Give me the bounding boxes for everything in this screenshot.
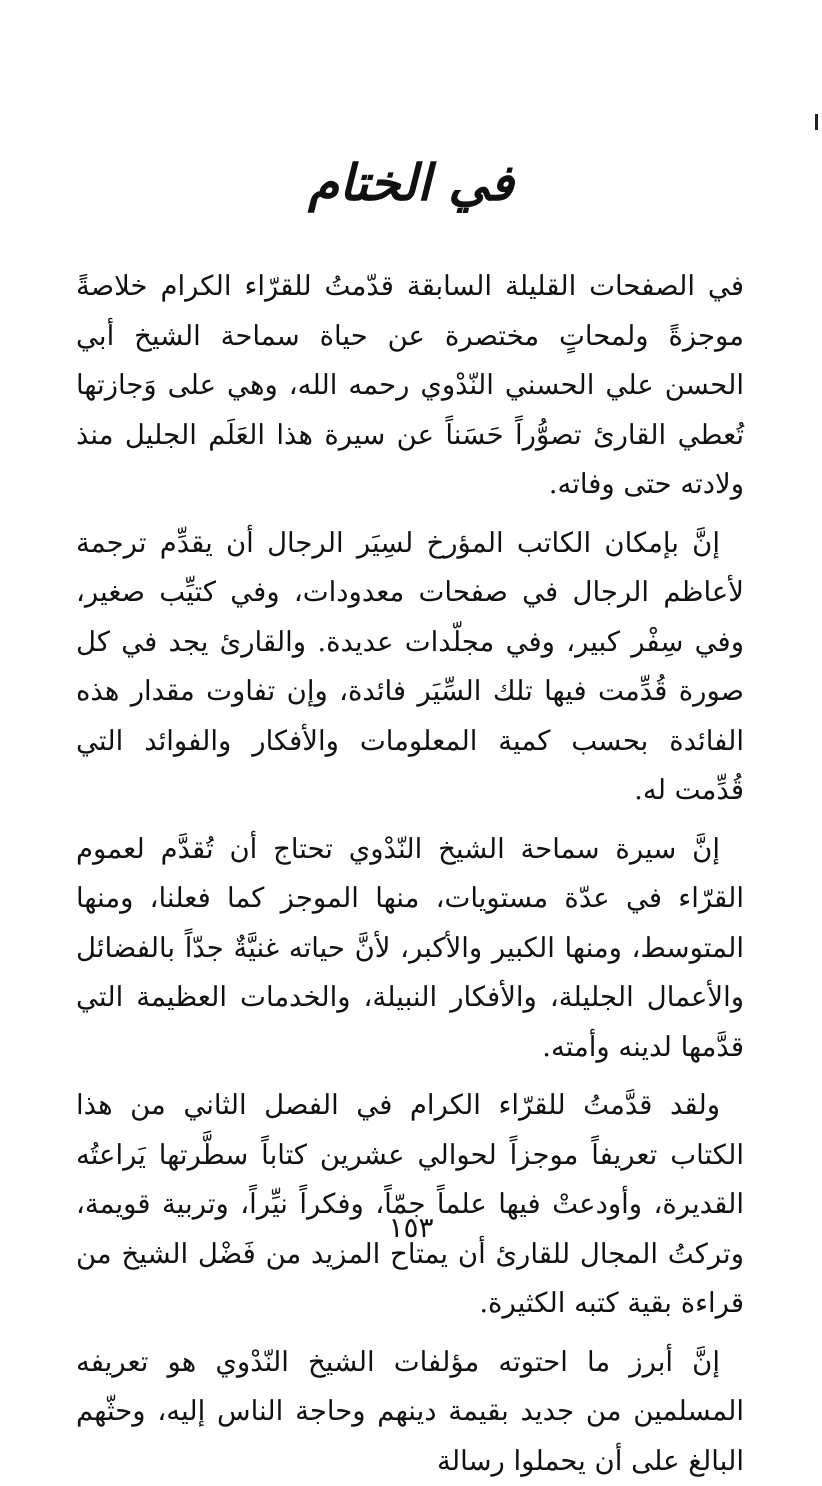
page-edge-mark — [815, 114, 818, 130]
page-number: ١٥٣ — [0, 1208, 822, 1248]
paragraph: إنَّ أبرز ما احتوته مؤلفات الشيخ النّدْوي هو تعريفه المسلمين من جديد بقيمة دينهم وحاجة الناس إليه، وحثّهم البالغ على أن يحملوا رسالة — [76, 1338, 744, 1486]
paragraph: إنَّ بإمكان الكاتب المؤرخ لسِيَر الرجال أن يقدِّم ترجمة لأعاظم الرجال في صفحات معدودات، وفي كتيِّب صغير، وفي سِفْر كبير، وفي مجلّدات عديدة. والقارئ يجد في كل صورة قُدِّمت فيها تلك السِّيَر فائدة، وإن تفاوت مقدار هذه الفائدة بحسب كمية المعلومات والأفكار والفوائد التي قُدِّمت له. — [76, 519, 744, 816]
chapter-title: في الختام — [0, 148, 822, 218]
paragraph: في الصفحات القليلة السابقة قدّمتُ للقرّاء الكرام خلاصةً موجزةً ولمحاتٍ مختصرة عن حياة سماحة الشيخ أبي الحسن علي الحسني النّدْوي رحمه الله، وهي على وَجازتها تُعطي القارئ تصوُّراً حَسَناً عن سيرة هذا العَلَم الجليل منذ ولادته حتى وفاته. — [76, 262, 744, 510]
body-text — [76, 262, 744, 1486]
paragraph: إنَّ سيرة سماحة الشيخ النّدْوي تحتاج أن تُقدَّم لعموم القرّاء في عدّة مستويات، منها الموجز كما فعلنا، ومنها المتوسط، ومنها الكبير والأكبر، لأنَّ حياته غنيَّةٌ جدّاً بالفضائل والأعمال الجليلة، والأفكار النبيلة، والخدمات العظيمة التي قدَّمها لدينه وأمته. — [76, 825, 744, 1073]
paragraph: ولقد قدَّمتُ للقرّاء الكرام في الفصل الثاني من هذا الكتاب تعريفاً موجزاً لحوالي عشرين كتاباً سطَّرتها يَراعتُه القديرة، وأودعتْ فيها علماً جمّاً، وفكراً نيِّراً، وتربية قويمة، وتركتُ المجال للقارئ أن يمتاح المزيد من فَضْل الشيخ من قراءة بقية كتبه الكثيرة. — [76, 1081, 744, 1329]
